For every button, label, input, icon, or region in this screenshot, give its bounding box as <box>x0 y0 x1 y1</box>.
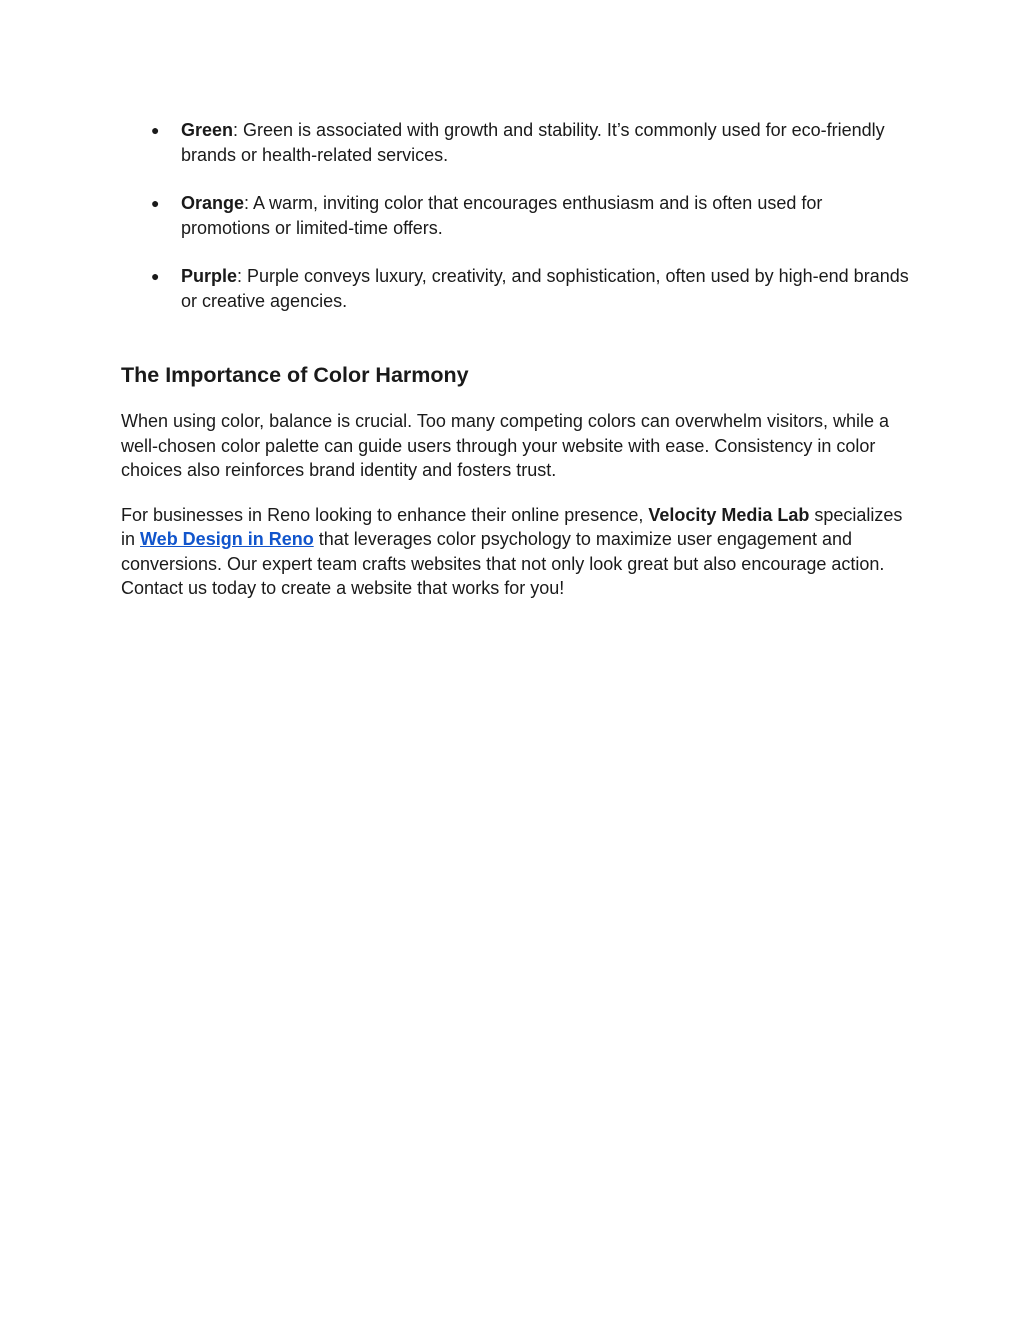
paragraph-text: specializes in <box>121 504 903 549</box>
bullet-item-orange <box>121 191 911 240</box>
web-design-reno-link[interactable]: Web Design in Reno <box>140 529 314 549</box>
bullet-term: Green <box>181 120 234 140</box>
paragraph-text: that leverages color psychology to maximize user engagement and conversions. Our expert team crafts websites that not only look great but also encourage action. Contact us today to create a website that works for you! <box>121 529 885 598</box>
section-heading: The Importance of Color Harmony <box>121 363 469 387</box>
paragraph-text: For businesses in Reno looking to enhance their online presence, <box>121 504 649 525</box>
bullet-icon: ● <box>151 268 160 284</box>
brand-name: Velocity Media Lab <box>648 504 810 525</box>
bullet-text: : A warm, inviting color that encourages enthusiasm and is often used for promotions or limited-time offers. <box>181 193 823 238</box>
paragraph-business-cta <box>121 503 911 601</box>
bullet-term: Purple <box>181 266 238 286</box>
color-bullet-list <box>121 118 911 313</box>
paragraph-color-balance: When using color, balance is crucial. Too many competing colors can overwhelm visitors, while a well-chosen color palette can guide users through your website with ease. Consistency in color choices also reinforces brand identity and fosters trust. <box>121 411 890 480</box>
bullet-icon: ● <box>151 122 160 138</box>
bullet-item-purple <box>121 264 911 313</box>
bullet-text: : Green is associated with growth and stability. It’s commonly used for eco-friendly brands or health-related services. <box>181 120 885 165</box>
bullet-icon: ● <box>151 195 160 211</box>
bullet-term: Orange <box>181 193 245 213</box>
bullet-item-green <box>121 118 911 167</box>
bullet-text: : Purple conveys luxury, creativity, and sophistication, often used by high-end brands or creative agencies. <box>181 266 909 311</box>
document-content <box>121 118 911 601</box>
